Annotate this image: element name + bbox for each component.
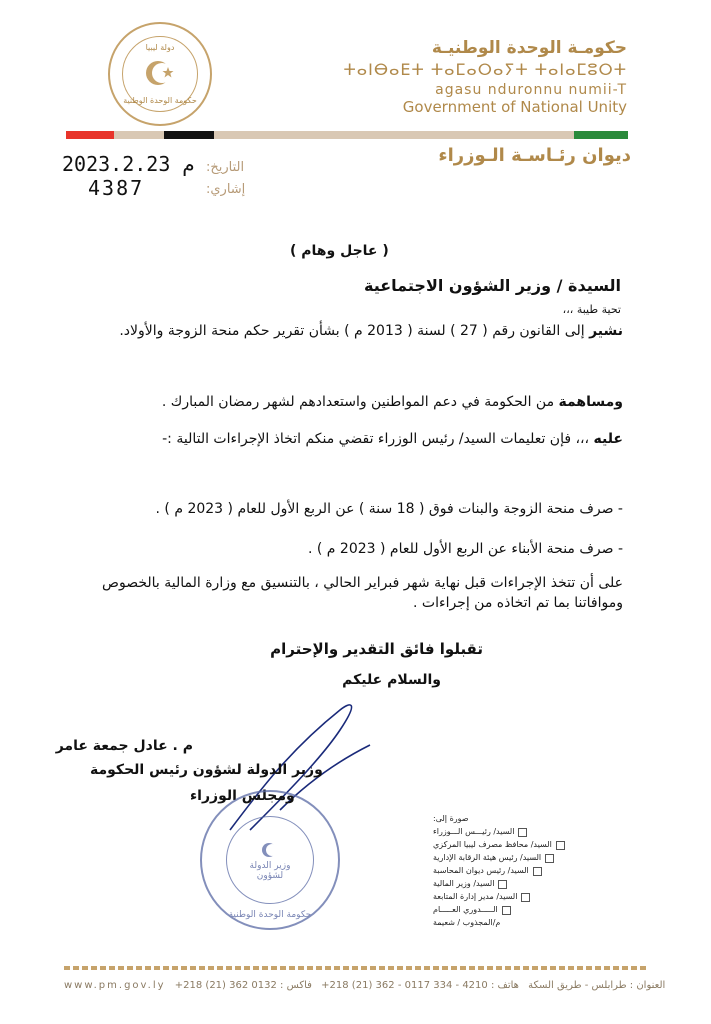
emblem-top-text: دولة ليبيا xyxy=(145,43,175,52)
emblem-inner-ring xyxy=(122,36,198,112)
cc-item xyxy=(433,851,623,864)
crescent-star-icon xyxy=(140,53,180,93)
cc-item-label: السيد/ محافظ مصرف ليبيا المركزي xyxy=(433,840,552,849)
paragraph-3-text: ،،، فإن تعليمات السيد/ رئيس الوزراء تقضي منكم اتخاذ الإجراءات التالية :- xyxy=(162,431,590,447)
cc-item xyxy=(433,864,623,877)
greeting: تحية طيبة ،،، xyxy=(562,303,621,316)
stamp-ring-text: حكومة الوحدة الوطنية xyxy=(228,910,312,920)
government-emblem xyxy=(108,22,212,126)
date-label: التاريخ: xyxy=(206,160,245,175)
closing-salutation: والسلام عليكم xyxy=(342,672,441,688)
stamp-center-line-2: لشؤون xyxy=(256,871,284,881)
cc-heading: صورة إلى: xyxy=(433,814,469,823)
stripe-red xyxy=(66,131,114,139)
footer-website[interactable]: www.pm.gov.ly xyxy=(64,980,166,991)
recipient: السيدة / وزير الشؤون الاجتماعية xyxy=(364,276,621,295)
checkbox-icon xyxy=(556,841,565,850)
paragraph-2 xyxy=(83,393,623,413)
cc-item xyxy=(433,903,623,916)
signatory-name: م . عادل جمعة عامر xyxy=(55,738,193,754)
action-item-2: - صرف منحة الأبناء عن الربع الأول للعام ( 2023 م ) . xyxy=(307,541,623,557)
signatory-title-2: ومجلس الوزراء xyxy=(190,788,295,804)
paragraph-3-lead: عليه xyxy=(593,431,623,447)
urgent-note: ( عاجل وهام ) xyxy=(290,243,389,259)
checkbox-icon xyxy=(498,880,507,889)
stamp-crescent-icon xyxy=(259,839,281,861)
cc-item-label: السيد/ رئيس ديوان المحاسبة xyxy=(433,866,529,875)
reference-label: إشاري: xyxy=(206,182,246,197)
footer-address: العنوان : طرابلس - طريق السكة xyxy=(528,980,666,991)
paragraph-2-text: من الحكومة في دعم المواطنين واستعدادهم لشهر رمضان المبارك . xyxy=(161,394,555,410)
checkbox-icon xyxy=(521,893,530,902)
signatory-title-1: وزير الدولة لشؤون رئيس الحكومة xyxy=(90,762,323,778)
cc-footer-note-row xyxy=(433,916,623,929)
date-value: م 2023.2.23 xyxy=(62,152,195,176)
cc-item-label: السيد/ مدير إدارة المتابعة xyxy=(433,892,518,901)
cc-item xyxy=(433,838,623,851)
action-item-1: - صرف منحة الزوجة والبنات فوق ( 18 سنة ) عن الربع الأول للعام ( 2023 م ) . xyxy=(155,501,623,517)
paragraph-1-text: إلى القانون رقم ( 27 ) لسنة ( 2013 م ) بشأن تقرير حكم منحة الزوجة والأولاد. xyxy=(119,323,585,339)
stamp-inner xyxy=(226,816,314,904)
copy-to-list xyxy=(433,812,623,929)
stripe-green xyxy=(574,131,628,139)
footer-phone: هاتف : 4210 - 334 0117 - 362 (21) 218+ xyxy=(321,980,519,991)
cc-item xyxy=(433,825,623,838)
cc-item-label: السيد/ وزير المالية xyxy=(433,879,495,888)
checkbox-icon xyxy=(545,854,554,863)
paragraph-2-lead: ومساهمة xyxy=(558,394,623,410)
stripe-light-2 xyxy=(214,131,574,139)
stripe-black xyxy=(164,131,214,139)
official-stamp xyxy=(200,790,340,930)
paragraph-1 xyxy=(83,322,623,342)
checkbox-icon xyxy=(533,867,542,876)
government-name-tifinagh: ⵜⴰⵏⴱⴰⴹⵜ ⵜⴰⵎⴰⵔⴰⵢⵜ ⵜⴰⵏⴰⵎⵓⵔⵜ xyxy=(343,60,627,79)
emblem-bottom-text: حكومة الوحدة الوطنية xyxy=(123,96,197,105)
cc-item-label: السيد/ رئيس هيئة الرقابة الإدارية xyxy=(433,853,542,862)
paragraph-1-lead: نشير xyxy=(589,323,623,339)
cc-item xyxy=(433,890,623,903)
footer-divider xyxy=(64,966,646,970)
reference-number: 4387 xyxy=(88,176,145,200)
stamp-center-line-1: وزير الدولة xyxy=(249,861,291,871)
cc-heading-row xyxy=(433,812,623,825)
paragraph-4: على أن تتخذ الإجراءات قبل نهاية شهر فبراير الحالي ، بالتنسيق مع وزارة المالية بالخصوص وموافاتنا بما تم اتخاذه من إجراءات . xyxy=(102,575,623,611)
government-name-latin: agasu nduronnu numii-T xyxy=(435,82,627,98)
government-name-english: Government of National Unity xyxy=(402,98,627,116)
footer-fax: فاكس : 0132 362 (21) 218+ xyxy=(174,980,312,991)
footer xyxy=(64,980,666,991)
cc-item-label: الـــــدوري العـــــام xyxy=(433,905,498,914)
checkbox-icon xyxy=(518,828,527,837)
stripe-light-1 xyxy=(114,131,164,139)
cc-item-label: السيد/ رئيـــس الـــوزراء xyxy=(433,827,515,836)
office-name: ديوان رئـاسـة الـوزراء xyxy=(438,145,631,166)
cc-item xyxy=(433,877,623,890)
flag-stripe xyxy=(66,131,628,139)
government-name-arabic: حكومـة الوحدة الوطنيـة xyxy=(431,38,627,58)
paragraph-3 xyxy=(83,430,623,450)
cc-footer-note: م/المجذوب / شعيمة xyxy=(433,918,501,927)
closing-regards: تقبلوا فائق التقدير والإحترام xyxy=(270,640,483,658)
checkbox-icon xyxy=(502,906,511,915)
